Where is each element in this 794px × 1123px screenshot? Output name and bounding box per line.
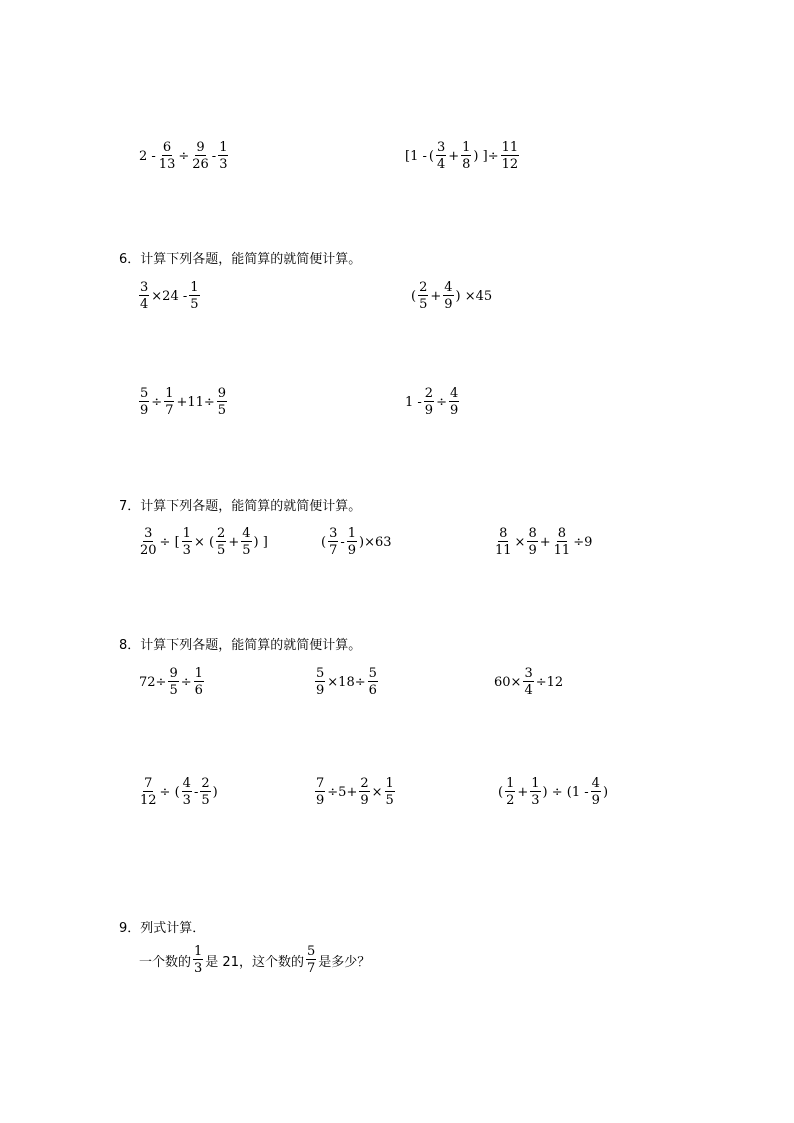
fraction-denominator: 4 xyxy=(436,157,446,172)
expression-text: × xyxy=(514,534,526,550)
expression-text: [1 - xyxy=(405,148,427,164)
expression-text: ( xyxy=(428,148,434,164)
fraction-denominator: 9 xyxy=(591,793,600,808)
fraction-denominator: 3 xyxy=(531,793,540,808)
fraction-numerator: 1 xyxy=(531,776,540,791)
fraction xyxy=(461,141,471,171)
expression-text: ÷12 xyxy=(535,674,564,690)
fraction-numerator: 6 xyxy=(162,140,172,155)
expression-s8c xyxy=(493,667,564,697)
fraction xyxy=(591,777,601,807)
fraction-numerator: 7 xyxy=(144,776,153,791)
expression-text: × ( xyxy=(193,534,215,550)
fraction-numerator: 1 xyxy=(347,526,357,541)
fraction-denominator: 26 xyxy=(192,157,209,172)
fraction-denominator: 9 xyxy=(528,543,537,558)
fraction-numerator: 11 xyxy=(501,140,519,155)
fraction-numerator: 2 xyxy=(360,776,369,791)
fraction-denominator: 20 xyxy=(140,543,157,558)
expression-text: - xyxy=(193,784,199,800)
fraction-numerator: 3 xyxy=(144,526,153,541)
expression-s6d xyxy=(404,387,460,417)
fraction-numerator: 1 xyxy=(194,666,203,681)
fraction-denominator: 3 xyxy=(219,157,228,172)
fraction xyxy=(216,527,226,557)
fraction-numerator: 1 xyxy=(182,526,191,541)
fraction-numerator: 2 xyxy=(201,776,210,791)
fraction-numerator: 9 xyxy=(169,666,178,681)
fraction xyxy=(553,527,572,557)
fraction-denominator: 9 xyxy=(316,793,325,808)
expression-text: ( xyxy=(321,534,327,550)
fraction-denominator: 4 xyxy=(524,683,533,698)
fraction-numerator: 8 xyxy=(499,526,508,541)
expression-r1a xyxy=(138,141,229,171)
fraction-denominator: 6 xyxy=(368,683,377,698)
expression-text: ) xyxy=(212,784,218,800)
fraction-denominator: 9 xyxy=(347,543,357,558)
expression-text: 2 - xyxy=(139,148,156,164)
fraction xyxy=(139,281,149,311)
fraction-denominator: 5 xyxy=(217,403,227,418)
fraction-numerator: 2 xyxy=(217,526,226,541)
fraction xyxy=(306,945,316,975)
fraction-denominator: 5 xyxy=(190,297,199,312)
fraction-denominator: 12 xyxy=(140,793,157,808)
expression-text: ) ÷ (1 - xyxy=(542,784,589,800)
fraction-denominator: 12 xyxy=(501,157,519,172)
fraction-numerator: 5 xyxy=(368,666,377,681)
fraction-numerator: 1 xyxy=(506,776,515,791)
fraction xyxy=(505,777,515,807)
expression-text: + xyxy=(539,534,551,550)
fraction-denominator: 13 xyxy=(158,157,176,172)
fraction-denominator: 6 xyxy=(194,683,203,698)
expression-text: ) ×45 xyxy=(455,288,493,304)
fraction xyxy=(158,141,177,171)
expression-s8a xyxy=(138,667,205,697)
fraction-denominator: 7 xyxy=(306,961,316,976)
expression-text: 是多少？ xyxy=(318,954,371,970)
expression-s8e xyxy=(314,777,396,807)
fraction-numerator: 4 xyxy=(182,776,191,791)
fraction-numerator: 7 xyxy=(316,776,325,791)
fraction-denominator: 8 xyxy=(462,157,471,172)
fraction xyxy=(494,527,513,557)
fraction-denominator: 5 xyxy=(385,793,394,808)
fraction xyxy=(443,281,453,311)
expression-text: ÷ ( xyxy=(159,784,180,800)
fraction-denominator: 11 xyxy=(553,543,571,558)
fraction xyxy=(139,527,158,557)
fraction-denominator: 9 xyxy=(316,683,325,698)
expression-r1b xyxy=(404,141,520,171)
expression-text: ) ] xyxy=(253,534,268,550)
fraction xyxy=(385,777,395,807)
fraction-numerator: 3 xyxy=(436,140,446,155)
fraction xyxy=(359,777,369,807)
fraction-denominator: 7 xyxy=(165,403,174,418)
fraction-denominator: 3 xyxy=(182,543,191,558)
expression-s7c xyxy=(493,527,593,557)
expression-text: + xyxy=(430,288,442,304)
fraction xyxy=(418,281,428,311)
expression-text: - xyxy=(340,534,345,550)
expression-text: × xyxy=(371,784,383,800)
fraction-numerator: 9 xyxy=(217,386,227,401)
expression-text: ) ]÷ xyxy=(473,148,499,164)
expression-s8b xyxy=(314,667,379,697)
fraction-denominator: 3 xyxy=(182,793,191,808)
expression-text: ÷ xyxy=(436,394,447,410)
fraction-numerator: 2 xyxy=(419,280,428,295)
fraction-denominator: 9 xyxy=(360,793,369,808)
fraction-numerator: 1 xyxy=(462,140,471,155)
expression-text: ÷ [ xyxy=(159,534,180,550)
expression-text: ) xyxy=(602,784,609,800)
fraction-denominator: 7 xyxy=(329,543,338,558)
fraction xyxy=(168,667,178,697)
fraction-numerator: 4 xyxy=(449,386,459,401)
fraction xyxy=(424,387,434,417)
section-9-heading: 9．列式计算． xyxy=(119,921,206,936)
fraction xyxy=(139,777,158,807)
fraction-numerator: 5 xyxy=(140,386,149,401)
fraction xyxy=(182,777,192,807)
fraction-numerator: 9 xyxy=(196,140,205,155)
expression-s8d xyxy=(138,777,219,807)
fraction-denominator: 5 xyxy=(217,543,226,558)
fraction-numerator: 8 xyxy=(528,526,537,541)
section-8-heading: 8．计算下列各题，能简算的就简便计算。 xyxy=(119,638,362,653)
fraction-denominator: 2 xyxy=(506,793,515,808)
fraction xyxy=(241,527,251,557)
expression-text: ÷ xyxy=(178,148,190,164)
fraction-denominator: 9 xyxy=(444,297,453,312)
fraction-denominator: 5 xyxy=(201,793,210,808)
fraction-denominator: 5 xyxy=(169,683,178,698)
word-problem xyxy=(138,945,371,975)
fraction xyxy=(191,141,210,171)
expression-text: 60× xyxy=(494,674,522,690)
fraction-numerator: 1 xyxy=(165,386,174,401)
expression-s6b xyxy=(410,281,493,311)
expression-s8f xyxy=(497,777,609,807)
fraction-numerator: 4 xyxy=(242,526,251,541)
fraction xyxy=(218,141,228,171)
fraction xyxy=(449,387,459,417)
fraction xyxy=(436,141,446,171)
expression-s7b xyxy=(320,527,393,557)
expression-s6c xyxy=(138,387,228,417)
expression-text: ( xyxy=(411,288,417,304)
fraction-numerator: 3 xyxy=(524,666,533,681)
fraction-numerator: 1 xyxy=(219,140,228,155)
fraction xyxy=(328,527,338,557)
fraction xyxy=(189,281,199,311)
expression-text: 1 - xyxy=(405,394,422,410)
fraction xyxy=(523,667,533,697)
expression-text: + xyxy=(517,784,529,800)
fraction-denominator: 11 xyxy=(495,543,512,558)
expression-text: ÷ xyxy=(180,674,192,690)
expression-text: )×63 xyxy=(359,534,392,550)
expression-text: +11÷ xyxy=(176,394,215,410)
fraction-numerator: 4 xyxy=(591,776,600,791)
fraction xyxy=(200,777,210,807)
fraction-denominator: 3 xyxy=(194,961,203,976)
fraction-denominator: 5 xyxy=(419,297,428,312)
expression-text: 72÷ xyxy=(139,674,167,690)
fraction-denominator: 9 xyxy=(140,403,149,418)
fraction xyxy=(315,777,325,807)
expression-text: ×24 - xyxy=(151,288,188,304)
fraction-numerator: 3 xyxy=(329,526,338,541)
fraction-denominator: 9 xyxy=(424,403,434,418)
fraction-denominator: 9 xyxy=(449,403,459,418)
fraction-denominator: 4 xyxy=(140,297,149,312)
expression-text: ÷ xyxy=(151,394,163,410)
fraction-numerator: 2 xyxy=(424,386,434,401)
fraction-numerator: 4 xyxy=(444,280,453,295)
fraction-numerator: 5 xyxy=(316,666,325,681)
fraction-denominator: 5 xyxy=(242,543,251,558)
fraction-numerator: 1 xyxy=(190,280,199,295)
fraction-numerator: 5 xyxy=(306,944,316,959)
expression-text: + xyxy=(448,148,460,164)
fraction xyxy=(217,387,227,417)
expression-text: ÷5+ xyxy=(327,784,358,800)
fraction xyxy=(315,667,325,697)
expression-text: ×18÷ xyxy=(327,674,366,690)
expression-text: ( xyxy=(498,784,504,800)
fraction-numerator: 3 xyxy=(140,280,149,295)
expression-text: - xyxy=(211,148,217,164)
fraction-numerator: 1 xyxy=(385,776,394,791)
fraction xyxy=(527,527,537,557)
fraction xyxy=(368,667,378,697)
expression-text: ÷9 xyxy=(573,534,593,550)
fraction-numerator: 1 xyxy=(194,944,203,959)
expression-text: 是 21，这个数的 xyxy=(205,954,304,970)
fraction xyxy=(193,945,203,975)
fraction xyxy=(501,141,520,171)
fraction xyxy=(139,387,149,417)
expression-text: + xyxy=(228,534,240,550)
expression-s6a xyxy=(138,281,201,311)
fraction xyxy=(530,777,540,807)
section-6-heading: 6．计算下列各题，能简算的就简便计算。 xyxy=(119,252,362,267)
expression-s7a xyxy=(138,527,269,557)
fraction xyxy=(182,527,192,557)
section-7-heading: 7．计算下列各题，能简算的就简便计算。 xyxy=(119,499,362,514)
expression-text: 一个数的 xyxy=(139,954,192,970)
fraction-numerator: 8 xyxy=(557,526,567,541)
fraction xyxy=(164,387,174,417)
fraction xyxy=(194,667,204,697)
fraction xyxy=(347,527,357,557)
